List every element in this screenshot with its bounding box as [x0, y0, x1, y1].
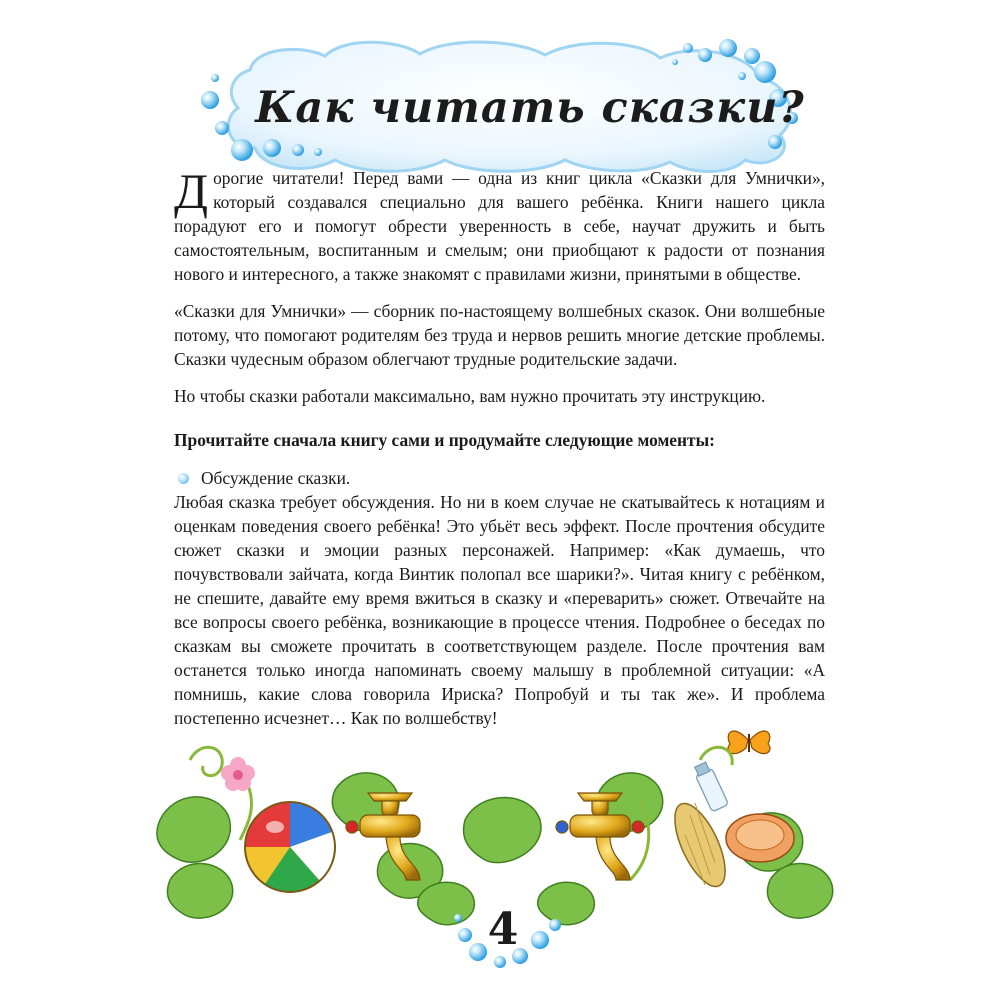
butterfly-icon [728, 731, 770, 754]
page-title: Как читать сказки? [255, 83, 805, 133]
page-number: 4 [487, 904, 519, 955]
sponge-icon [665, 797, 736, 894]
drop-cap: Д [174, 163, 209, 219]
bottom-ornament [157, 747, 833, 924]
bullet-item [174, 466, 825, 490]
flower-icon [221, 757, 255, 791]
ball-icon [245, 802, 335, 892]
bold-heading: Прочитайте сначала книгу сами и продумайте следующие моменты: [174, 430, 715, 450]
soap-icon [726, 814, 794, 862]
paragraph-2: «Сказки для Умнички» — сборник по-настоящему волшебных сказок. Они волшебные потому, что помогают родителям без труда и нервов решить многие детские проблемы. Сказки чудесным образом облегчают трудные родительские задачи. [174, 301, 825, 369]
section-line: После прочтения вам останется только иногда напоминать своему малышу в проблемной ситуации: «А помнишь, какие слова говорила Ириска? Попробуй и ты так же». И проблема постепенно исчезнет… Как по волшебству! [174, 636, 825, 728]
discussion-section [174, 490, 825, 730]
tube-icon [692, 761, 729, 812]
bubble-bullet-icon [178, 473, 189, 484]
bullet-text: Обсуждение сказки. [201, 468, 351, 488]
section-line: Любая сказка требует обсуждения. Но ни в коем случае не скатывайтесь к нотациям и оценкам поведения своего ребёнка! Это убьёт весь эффект. [174, 492, 825, 536]
intro-paragraph [174, 163, 825, 286]
section-line: Читая книгу с ребёнком, не спешите, давайте ему время вжиться в сказку и «переварить» сюжет. Отвечайте на все вопросы своего ребёнка, возникающие в процессе чтения. Подробнее о беседах по сказкам вы сможете прочитать в соответствующем разделе. [174, 564, 825, 656]
section-line: После прочтения обсудите сюжет сказки и эмоции разных персонажей. Например: «Как думаешь, что почувствовали зайчата, когда Винтик полопал все шарики?». [174, 516, 825, 584]
paragraph-3: Но чтобы сказки работали максимально, вам нужно прочитать эту инструкцию. [174, 386, 766, 406]
intro-text: орогие читатели! Перед вами — одна из книг цикла «Сказки для Умнички», который создавался специально для вашего ребёнка. Книги нашего цикла порадуют его и помогут обрести уверенность в себе, научат дружить и быть самостоятельным, воспитанным и смелым; они приобщают к радости от познания нового и интересного, а также знакомят с правилами жизни, принятыми в обществе. [174, 168, 825, 284]
article-body [174, 163, 825, 730]
